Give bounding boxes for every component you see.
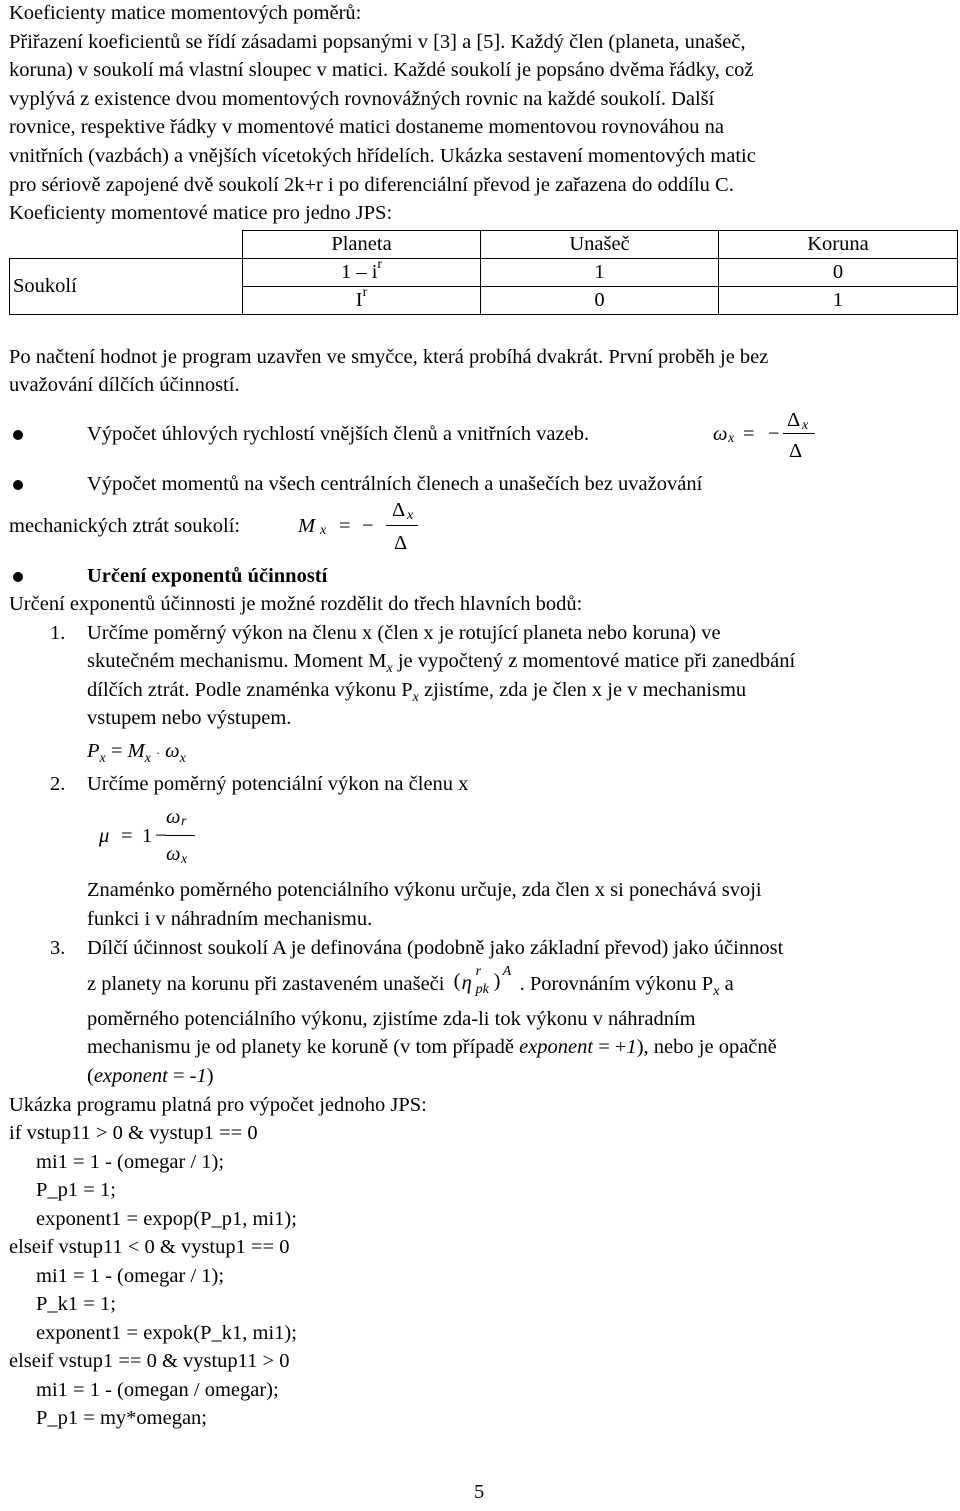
formula-numerator: ω: [166, 806, 181, 829]
step-item: [9, 934, 954, 1090]
formula-minus: −: [362, 514, 374, 537]
bullet-heading: Určení exponentů účinností: [87, 564, 328, 587]
step-line: vstupem nebo výstupem.: [87, 707, 292, 730]
intro-paragraph: [9, 28, 954, 200]
column-header-unasec: Unašeč: [481, 230, 719, 258]
step-number: 1.: [50, 621, 66, 644]
intro-line: vyplývá z existence dvou momentových rovnovážných rovnic na každé soukolí. Další: [9, 87, 715, 110]
step-number: 2.: [50, 772, 66, 795]
formula-equals: =: [339, 514, 351, 537]
cell-superscript: r: [377, 257, 383, 273]
formula-subscript: x: [144, 751, 151, 766]
cell-value: 1 – i: [340, 261, 378, 284]
intro-line: rovnice, respektive řádky v momentové matici dostaneme momentovou rovnováhou na: [9, 116, 725, 139]
formula-subscript: x: [179, 751, 186, 766]
formula-symbol: η: [461, 972, 472, 995]
fraction-bar: [165, 835, 195, 836]
subscript-x: x: [412, 689, 419, 705]
formula-numerator-subscript: x: [802, 417, 809, 433]
text-run: . Porovnáním výkonu P: [519, 972, 714, 995]
formula-symbol: ω: [165, 739, 180, 762]
formula-equals: =: [110, 739, 123, 762]
code-line: mi1 = 1 - (omegar / 1);: [36, 1150, 225, 1173]
step-line: [87, 647, 954, 676]
step-line: [87, 934, 954, 963]
text-run: exponent: [519, 1036, 594, 1059]
bullet-item: [9, 470, 954, 498]
formula-symbol: P: [87, 739, 100, 762]
bullet-text: Výpočet úhlových rychlostí vnějších členů a vnitřních vazeb.: [87, 422, 590, 445]
section-heading: Koeficienty matice momentových poměrů:: [9, 2, 362, 24]
formula-subscript: x: [99, 751, 106, 766]
bullet-item: [9, 404, 954, 462]
intro-line: pro sériově zapojené dvě soukolí 2k+r i po diferenciální převod je zařazena do oddílu C.: [9, 173, 734, 196]
text-run: je vypočtený z momentové matice při zanedbání: [392, 650, 796, 673]
formula-equals: =: [743, 422, 755, 445]
formula-subscript: x: [728, 430, 735, 446]
code-line: elseif vstup11 < 0 & vystup1 == 0: [9, 1236, 290, 1259]
formula-superscript: A: [502, 964, 512, 980]
text-run: a: [719, 972, 734, 995]
step-line: [87, 1062, 954, 1091]
moment-matrix-table: [9, 230, 958, 315]
matrix-cell: 1: [481, 258, 719, 286]
matrix-cell: [243, 258, 481, 286]
formula-numerator: Δ: [787, 408, 801, 431]
row-header-soukoli: Soukolí: [10, 258, 243, 314]
formula-one: 1: [142, 825, 153, 848]
formula-paren: ): [493, 970, 501, 993]
code-line: mi1 = 1 - (omegar / 1);: [36, 1264, 225, 1287]
bullet-text: mechanických ztrát soukolí:: [9, 514, 241, 537]
code-line: mi1 = 1 - (omegan / omegar);: [36, 1378, 279, 1401]
bullet-text: Výpočet momentů na všech centrálních členech a unašečích bez uvažování: [87, 472, 703, 495]
formula-numerator: Δ: [392, 498, 406, 521]
formula-subscript: pk: [475, 982, 489, 998]
table-corner-cell: [10, 230, 243, 258]
code-line: P_p1 = 1;: [36, 1179, 116, 1202]
formula-subscript: x: [320, 522, 327, 538]
eta-formula: [450, 964, 520, 1000]
text-run: = +: [593, 1036, 627, 1059]
text-run: 1: [196, 1065, 207, 1088]
text-run: zjistíme, zda je člen x je v mechanismu: [418, 678, 747, 701]
text-run: exponent: [93, 1065, 168, 1088]
bullet-dot-icon: [13, 430, 23, 440]
code-line: exponent1 = expok(P_k1, mi1);: [36, 1321, 297, 1344]
text-run: dílčích ztrát. Podle znaménka výkonu P: [87, 678, 413, 701]
code-line: exponent1 = expop(P_p1, mi1);: [36, 1207, 297, 1230]
matrix-cell: [243, 286, 481, 314]
bullet-dot-icon: [13, 480, 23, 490]
text-line: Po načtení hodnot je program uzavřen ve smyčce, která probíhá dvakrát. První proběh je bez: [9, 345, 769, 368]
fraction-bar: [386, 525, 418, 526]
formula-denominator: Δ: [789, 439, 803, 462]
formula-symbol: μ: [99, 825, 110, 848]
bullet-continuation: [9, 498, 954, 562]
step-line: Znaménko poměrného potenciálního výkonu určuje, zda člen x si ponechává svoji: [87, 879, 762, 902]
formula-denominator: ω: [166, 843, 181, 866]
page-number: 5: [474, 1481, 485, 1503]
step-line: poměrného potenciálního výkonu, zjistíme zda-li tok výkonu v náhradním: [87, 1007, 696, 1030]
formula-symbol: M: [127, 739, 145, 762]
formula-superscript: r: [475, 964, 482, 980]
text-run: 1: [626, 1036, 637, 1059]
matrix-cell: 1: [719, 286, 958, 314]
bullet-item: [9, 562, 954, 590]
step-item: [9, 770, 954, 934]
fraction-bar: [783, 433, 815, 434]
bullet-dot-icon: [13, 572, 23, 582]
text-run: ): [206, 1065, 214, 1088]
step-line: Určíme poměrný výkon na členu x (člen x je rotující planeta nebo koruna) ve: [87, 621, 721, 644]
step-line: funkci i v náhradním mechanismu.: [87, 907, 373, 930]
formula-denominator-subscript: x: [181, 852, 188, 868]
subscript-x: x: [713, 983, 720, 999]
formula-minus: −: [155, 825, 167, 848]
code-line: P_k1 = 1;: [36, 1293, 116, 1316]
code-listing: [9, 1119, 954, 1433]
text-line: uvažování dílčích účinností.: [9, 374, 240, 397]
table-caption: Koeficienty momentové matice pro jedno JPS:: [9, 202, 393, 225]
column-header-planeta: Planeta: [243, 230, 481, 258]
code-line: P_p1 = my*omegan;: [36, 1407, 207, 1430]
formula-minus: −: [768, 422, 780, 445]
formula-denominator: Δ: [394, 531, 408, 554]
text-run: Dílčí účinnost soukolí A je definována (podobně jako základní převod) jako účinnost: [87, 937, 784, 960]
program-intro: Ukázka programu platná pro výpočet jednoho JPS:: [9, 1093, 427, 1116]
step-number: 3.: [50, 937, 66, 960]
after-table-paragraph: [9, 343, 954, 400]
formula-numerator-subscript: x: [407, 507, 414, 523]
step-line: [87, 676, 954, 705]
formula-numerator-subscript: r: [181, 814, 187, 830]
cell-superscript: r: [362, 285, 368, 301]
step-line: Určíme poměrný potenciální výkon na členu x: [87, 772, 469, 795]
formula-symbol: M: [298, 514, 316, 537]
step-line: [87, 1033, 954, 1062]
cell-value: I: [355, 289, 363, 312]
text-run: mechanismu je od planety ke koruně (v tom případě: [87, 1036, 520, 1059]
code-line: if vstup11 > 0 & vystup1 == 0: [9, 1122, 258, 1145]
step-line: [87, 963, 954, 1005]
step-item: [9, 619, 954, 768]
intro-line: vnitřních (vazbách) a vnějších vícetokých hřídelích. Ukázka sestavení momentových matic: [9, 144, 756, 167]
column-header-koruna: Koruna: [719, 230, 958, 258]
intro-line: Přiřazení koeficientů se řídí zásadami popsanými v [3] a [5]. Každý člen (planeta, unašeč,: [9, 30, 746, 53]
matrix-cell: 0: [719, 258, 958, 286]
formula-equals: =: [121, 825, 133, 848]
code-line: elseif vstup1 == 0 & vystup11 > 0: [9, 1350, 290, 1373]
formula-symbol: ω: [713, 422, 728, 445]
document-page: [9, 0, 954, 1433]
formula-paren: (: [453, 970, 461, 993]
matrix-cell: 0: [481, 286, 719, 314]
power-formula: $P_x = M_x \cdot \omega_x$: [87, 739, 186, 766]
subscript-x: x: [386, 661, 393, 677]
mu-formula: [87, 798, 954, 876]
text-run: (: [87, 1065, 94, 1088]
steps-intro: Určení exponentů účinnosti je možné rozdělit do třech hlavních bodů:: [9, 592, 583, 615]
text-run: = -: [167, 1065, 197, 1088]
intro-line: koruna) v soukolí má vlastní sloupec v matici. Každé soukolí je popsáno dvěma řádky, což: [9, 59, 754, 82]
text-run: skutečném mechanismu. Moment M: [87, 650, 387, 673]
text-run: ), nebo je opačně: [636, 1036, 777, 1059]
text-run: z planety na korunu při zastaveném unašeči: [87, 972, 445, 995]
